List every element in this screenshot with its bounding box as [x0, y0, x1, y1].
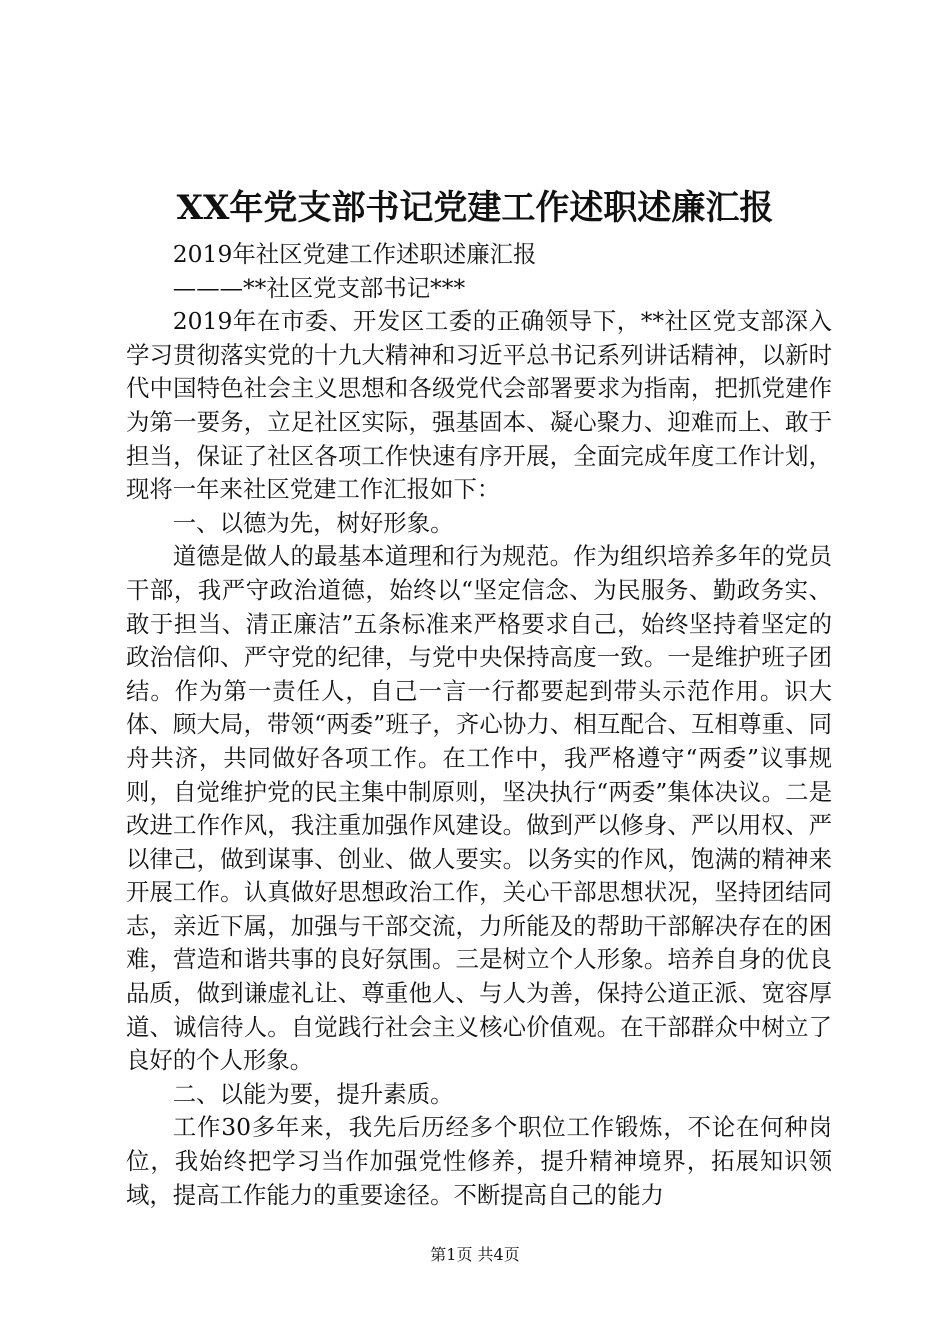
section-heading-1: 一、以德为先，树好形象。: [172, 508, 454, 537]
document-title: XX年党支部书记党建工作述职述廉汇报: [176, 188, 774, 228]
page-footer: 第1页 共4页: [430, 1245, 520, 1264]
section-heading-2: 二、以能为要，提升素质。: [172, 1079, 454, 1108]
subtitle: 2019年社区党建工作述职述廉汇报: [172, 240, 537, 268]
document-body: [126, 238, 832, 1212]
intro-paragraph: 2019年在市委、开发区工委的正确领导下，**社区党支部深入学习贯彻落实党的十九大精神和习近平总书记系列讲话精神，以新时代中国特色社会主义思想和各级党代会部署要求为指南，把抓党建作为第一要务，立足社区实际，强基固本、凝心聚力、迎难而上、敢于担当，保证了社区各项工作快速有序开展，全面完成年度工作计划，现将一年来社区党建工作汇报如下：: [126, 307, 832, 504]
section-2-paragraph: 工作30多年来，我先后历经多个职位工作锻炼，不论在何种岗位，我始终把学习当作加强党性修养，提升精神境界，拓展知识领域，提高工作能力的重要途径。不断提高自己的能力: [126, 1113, 832, 1209]
section-1-paragraph: 道德是做人的最基本道理和行为规范。作为组织培养多年的党员干部，我严守政治道德，始终以“坚定信念、为民服务、勤政务实、敢于担当、清正廉洁”五条标准来严格要求自己，始终坚持着坚定的政治信仰、严守党的纪律，与党中央保持高度一致。一是维护班子团结。作为第一责任人，自己一言一行都要起到带头示范作用。识大体、顾大局，带领“两委”班子，齐心协力、相互配合、互相尊重、同舟共济，共同做好各项工作。在工作中，我严格遵守“两委”议事规则，自觉维护党的民主集中制原则，坚决执行“两委”集体决议。二是改进工作作风，我注重加强作风建设。做到严以修身、严以用权、严以律己，做到谋事、创业、做人要实。以务实的作风，饱满的精神来开展工作。认真做好思想政治工作，关心干部思想状况，坚持团结同志，亲近下属，加强与干部交流，力所能及的帮助干部解决存在的困难，营造和谐共事的良好氛围。三是树立个人形象。培养自身的优良品质，做到谦虚礼让、尊重他人、与人为善，保持公道正派、宽容厚道、诚信待人。自觉践行社会主义核心价值观。在干部群众中树立了良好的个人形象。: [126, 542, 832, 1075]
author-line: ———**社区党支部书记***: [172, 273, 466, 302]
